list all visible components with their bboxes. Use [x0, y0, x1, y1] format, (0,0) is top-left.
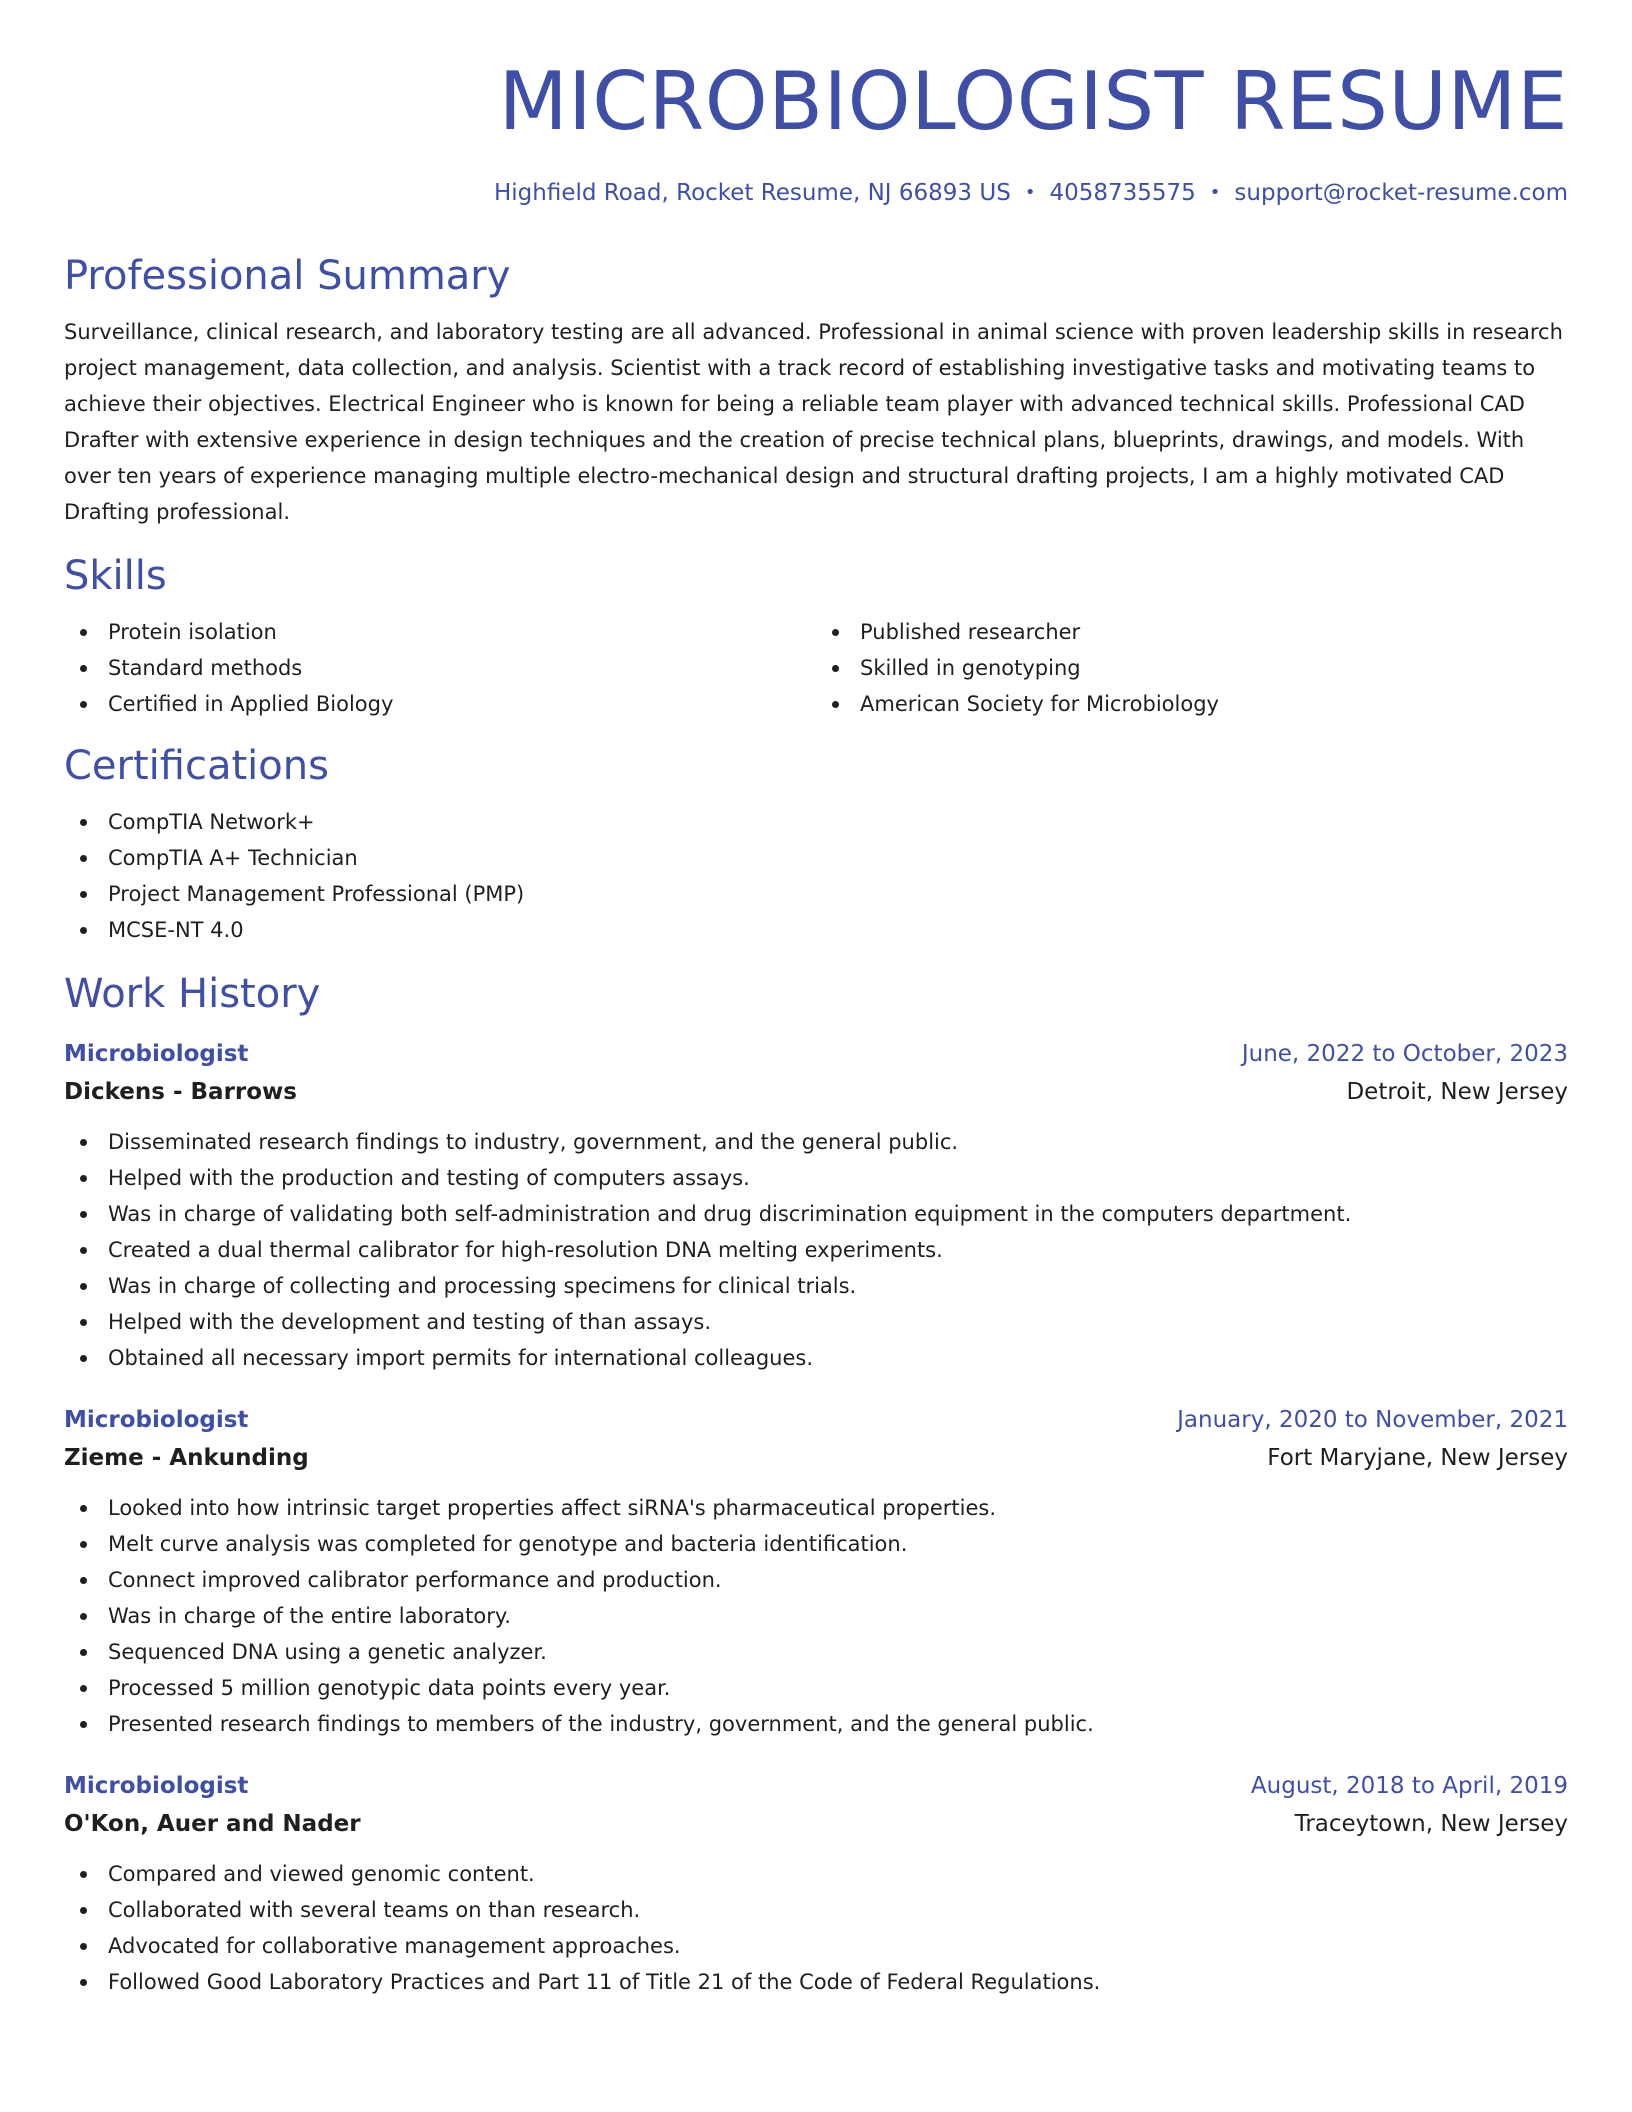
skills-heading: Skills — [64, 553, 167, 599]
job-entry — [64, 1036, 1568, 1376]
job-duty: Advocated for collaborative management approaches. — [64, 1928, 1568, 1964]
job-company: Dickens - Barrows — [64, 1079, 297, 1105]
contact-phone: 4058735575 — [1049, 180, 1196, 206]
job-duty: Was in charge of validating both self-administration and drug discrimination equipment in the computers department. — [64, 1196, 1568, 1232]
job-company: O'Kon, Auer and Nader — [64, 1811, 361, 1837]
job-duties-list — [64, 1856, 1568, 2000]
job-dates: June, 2022 to October, 2023 — [1241, 1041, 1568, 1067]
job-company-row — [64, 1804, 1568, 1844]
job-company-row — [64, 1072, 1568, 1112]
certifications-list — [64, 804, 1568, 948]
job-duty: Looked into how intrinsic target properties affect siRNA's pharmaceutical properties. — [64, 1490, 1568, 1526]
certifications-section — [64, 740, 1568, 948]
job-header-row — [64, 1768, 1568, 1804]
summary-heading: Professional Summary — [64, 253, 511, 299]
job-header-row — [64, 1036, 1568, 1072]
job-location: Detroit, New Jersey — [1346, 1079, 1568, 1105]
job-dates: January, 2020 to November, 2021 — [1177, 1407, 1568, 1433]
job-duty: Processed 5 million genotypic data points every year. — [64, 1670, 1568, 1706]
contact-separator: • — [1024, 182, 1036, 203]
job-duty: Was in charge of collecting and processing specimens for clinical trials. — [64, 1268, 1568, 1304]
job-duty: Disseminated research findings to industry, government, and the general public. — [64, 1124, 1568, 1160]
skill-item: Skilled in genotyping — [816, 650, 1568, 686]
certification-item: Project Management Professional (PMP) — [64, 876, 1568, 912]
job-location: Traceytown, New Jersey — [1294, 1811, 1568, 1837]
certification-item: MCSE-NT 4.0 — [64, 912, 1568, 948]
job-duty: Followed Good Laboratory Practices and Part 11 of Title 21 of the Code of Federal Regulations. — [64, 1964, 1568, 2000]
contact-email: support@rocket-resume.com — [1234, 180, 1568, 206]
skills-grid — [64, 614, 1568, 722]
resume-header — [64, 52, 1568, 210]
job-duty: Sequenced DNA using a genetic analyzer. — [64, 1634, 1568, 1670]
skills-list-left — [64, 614, 816, 722]
certifications-heading: Certifications — [64, 743, 329, 789]
job-entry — [64, 1402, 1568, 1742]
job-role: Microbiologist — [64, 1773, 249, 1799]
job-duty: Obtained all necessary import permits for international colleagues. — [64, 1340, 1568, 1376]
contact-address: Highfield Road, Rocket Resume, NJ 66893 US — [493, 180, 1011, 206]
job-company: Zieme - Ankunding — [64, 1445, 309, 1471]
contact-line — [64, 176, 1568, 210]
job-duty: Was in charge of the entire laboratory. — [64, 1598, 1568, 1634]
job-entry — [64, 1768, 1568, 2000]
job-duty: Connect improved calibrator performance and production. — [64, 1562, 1568, 1598]
work-history-heading: Work History — [64, 971, 321, 1017]
contact-separator: • — [1209, 182, 1221, 203]
resume-title: MICROBIOLOGIST RESUME — [498, 55, 1568, 148]
job-duty: Collaborated with several teams on than research. — [64, 1892, 1568, 1928]
skill-item: Protein isolation — [64, 614, 816, 650]
job-duties-list — [64, 1124, 1568, 1376]
job-header-row — [64, 1402, 1568, 1438]
job-company-row — [64, 1438, 1568, 1478]
job-duties-list — [64, 1490, 1568, 1742]
skill-item: Standard methods — [64, 650, 816, 686]
job-duty: Created a dual thermal calibrator for high-resolution DNA melting experiments. — [64, 1232, 1568, 1268]
job-role: Microbiologist — [64, 1041, 249, 1067]
certification-item: CompTIA Network+ — [64, 804, 1568, 840]
skill-item: American Society for Microbiology — [816, 686, 1568, 722]
job-dates: August, 2018 to April, 2019 — [1250, 1773, 1568, 1799]
summary-text: Surveillance, clinical research, and laboratory testing are all advanced. Professional in animal science with proven leadership skills in research project management, data collection, and analysis. Scientist with a track record of establishing investigative tasks and motivating teams to achieve their objectives. Electrical Engineer who is known for being a reliable team player with advanced technical skills. Professional CAD Drafter with extensive experience in design techniques and the creation of precise technical plans, blueprints, drawings, and models. With over ten years of experience managing multiple electro-mechanical design and structural drafting projects, I am a highly motivated CAD Drafting professional. — [64, 320, 1563, 524]
skills-section — [64, 550, 1568, 722]
job-duty: Melt curve analysis was completed for genotype and bacteria identification. — [64, 1526, 1568, 1562]
job-duty: Compared and viewed genomic content. — [64, 1856, 1568, 1892]
summary-section — [64, 250, 1568, 530]
job-role: Microbiologist — [64, 1407, 249, 1433]
job-duty: Helped with the development and testing of than assays. — [64, 1304, 1568, 1340]
job-location: Fort Maryjane, New Jersey — [1267, 1445, 1568, 1471]
job-duty: Helped with the production and testing of computers assays. — [64, 1160, 1568, 1196]
skills-list-right — [816, 614, 1568, 722]
skill-item: Certified in Applied Biology — [64, 686, 816, 722]
skill-item: Published researcher — [816, 614, 1568, 650]
certification-item: CompTIA A+ Technician — [64, 840, 1568, 876]
job-duty: Presented research findings to members of the industry, government, and the general public. — [64, 1706, 1568, 1742]
work-history-section — [64, 968, 1568, 2000]
